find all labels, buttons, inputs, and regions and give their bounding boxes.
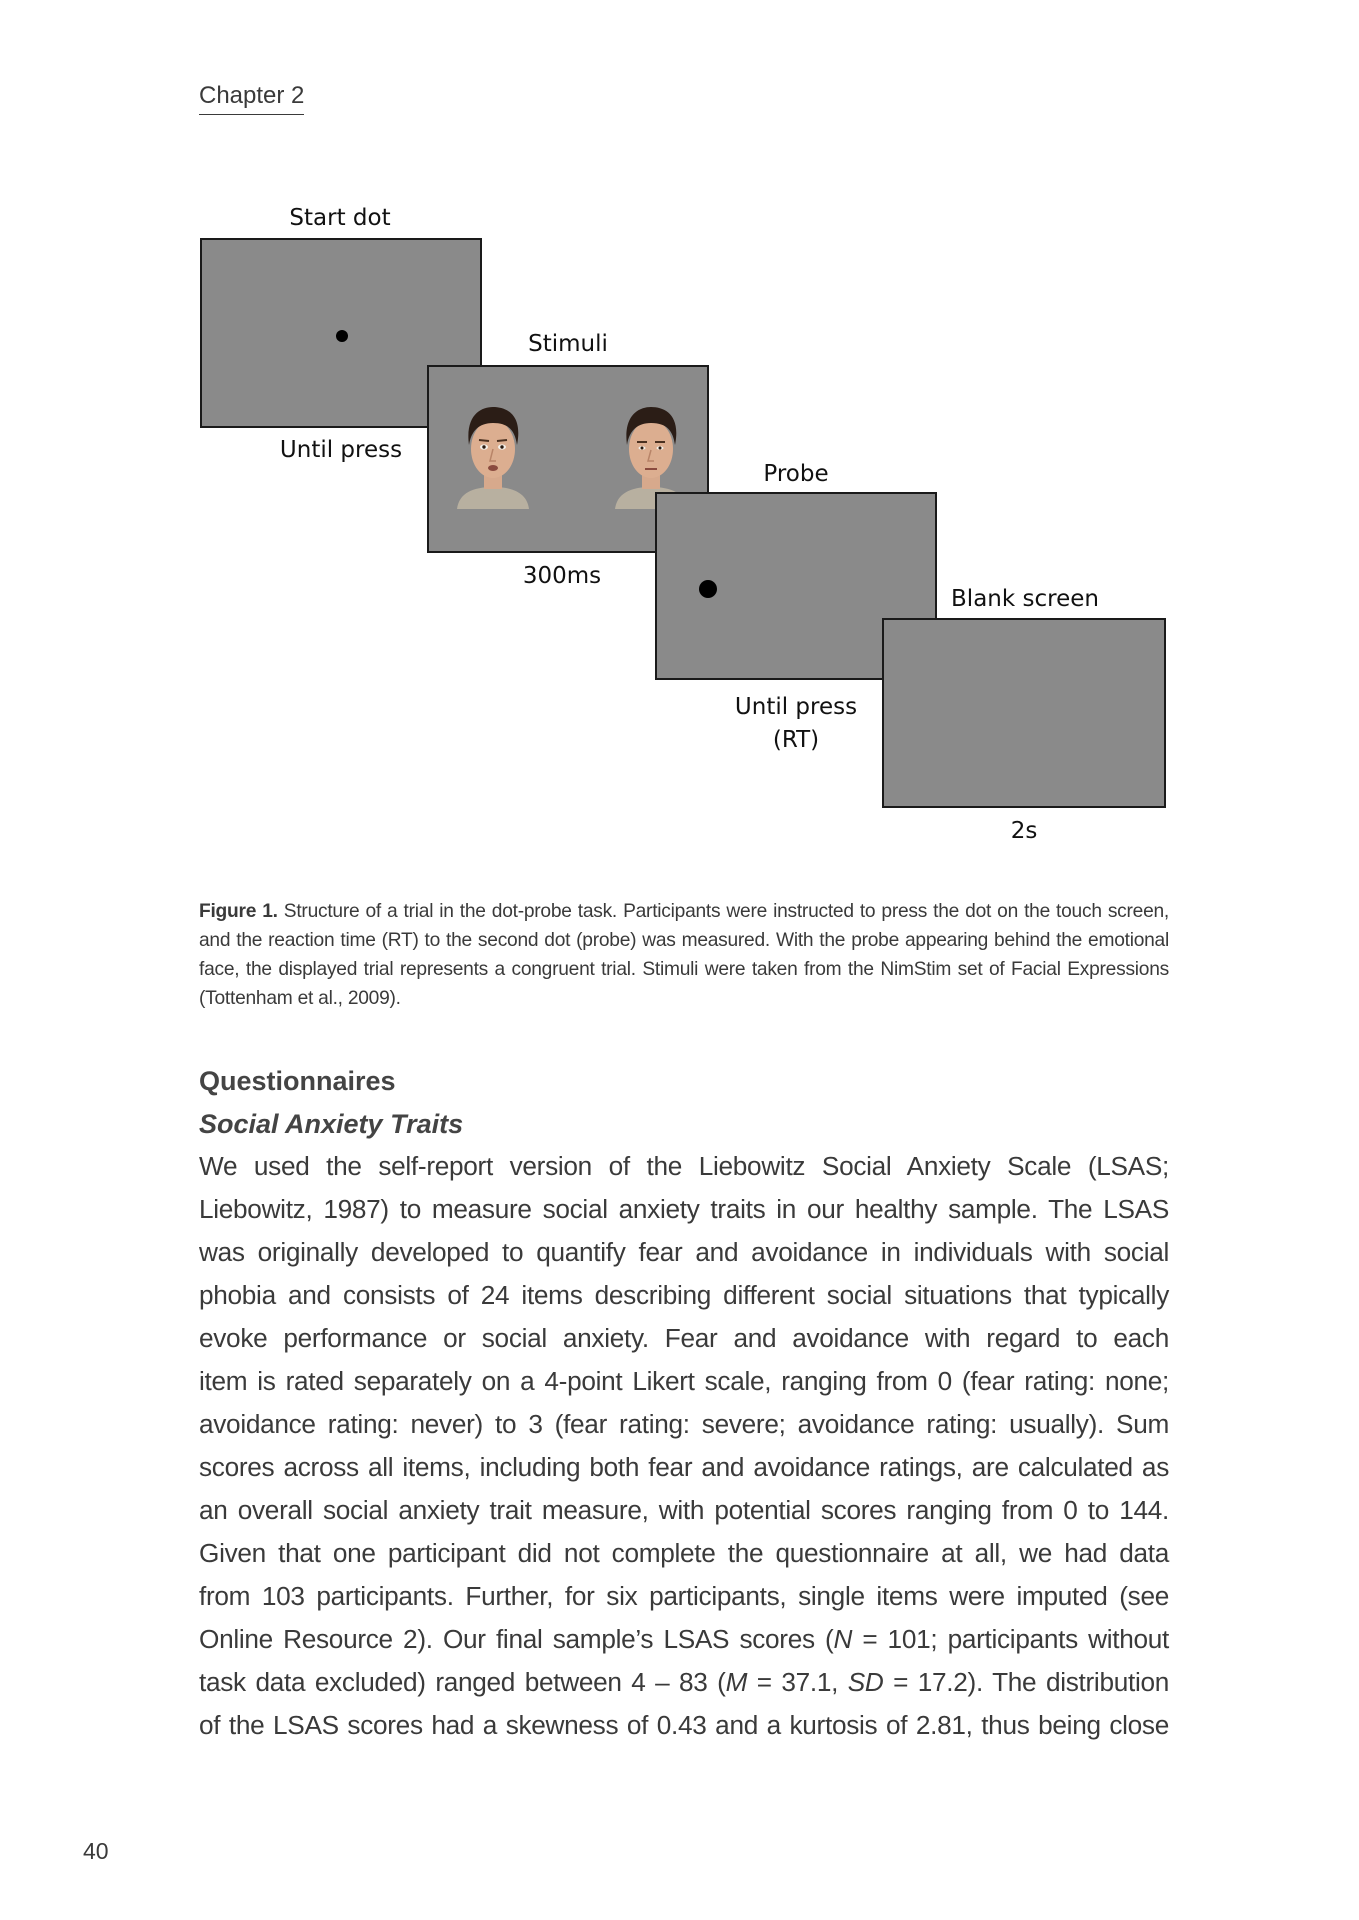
section-heading: Questionnaires — [199, 1066, 396, 1096]
panel-blank-screen — [882, 618, 1166, 808]
probe-dot — [699, 580, 717, 598]
paragraph-line: was originally developed to quantify fear and avoidance in individuals with social — [199, 1237, 1169, 1267]
page-number: 40 — [83, 1838, 109, 1864]
panel-probe-duration-rt: (RT) — [772, 727, 820, 753]
panel-stimuli-label: Stimuli — [528, 331, 608, 357]
stat-symbol-sd: SD — [847, 1667, 884, 1697]
paragraph-line: task data excluded) ranged between 4 – 83 (M = 37.1, SD = 17.2). The distribution — [199, 1667, 1169, 1697]
start-dot — [336, 330, 348, 342]
paragraph-line: Given that one participant did not complete the questionnaire at all, we had data — [199, 1538, 1169, 1568]
paragraph-line: We used the self-report version of the Liebowitz Social Anxiety Scale (LSAS; — [199, 1151, 1169, 1181]
paragraph-line: item is rated separately on a 4-point Likert scale, ranging from 0 (fear rating: none; — [199, 1366, 1169, 1396]
panel-start-dot-duration: Until press — [279, 437, 403, 463]
panel-probe-label: Probe — [763, 461, 829, 487]
paragraph-line: scores across all items, including both fear and avoidance ratings, are calculated as — [199, 1452, 1169, 1482]
stat-symbol-m: M — [725, 1667, 748, 1697]
panel-probe-duration: Until press — [734, 694, 858, 720]
panel-stimuli-duration: 300ms — [522, 563, 602, 589]
paragraph-line: evoke performance or social anxiety. Fear and avoidance with regard to each — [199, 1323, 1169, 1353]
paragraph-line: of the LSAS scores had a skewness of 0.43 and a kurtosis of 2.81, thus being close — [199, 1710, 1169, 1740]
paragraph-line: Liebowitz, 1987) to measure social anxiety traits in our healthy sample. The LSAS — [199, 1194, 1169, 1224]
paragraph-line: from 103 participants. Further, for six participants, single items were imputed (see — [199, 1581, 1169, 1611]
paragraph-line: phobia and consists of 24 items describing different social situations that typically — [199, 1280, 1169, 1310]
running-head: Chapter 2 — [199, 82, 304, 115]
panel-blank-label: Blank screen — [951, 586, 1099, 612]
panel-start-dot-label: Start dot — [289, 205, 391, 231]
stat-symbol-n: N — [833, 1624, 853, 1654]
figure-caption-text: Structure of a trial in the dot-probe task. Participants were instructed to press the dot on the touch screen, and the reaction time (RT) to the second dot (probe) was measured. With the probe appearing behind the emotional face, the displayed trial represents a congruent trial. Stimuli were taken from the NimStim set of Facial Expressions (Tottenham et al., 2009). — [199, 901, 1169, 1009]
paragraph-line: an overall social anxiety trait measure, with potential scores ranging from 0 to 144. — [199, 1495, 1169, 1525]
figure-caption-label: Figure 1. — [199, 901, 278, 922]
subsection-heading: Social Anxiety Traits — [199, 1109, 464, 1139]
dot-probe-trial-figure — [0, 0, 1359, 880]
paragraph-line: avoidance rating: never) to 3 (fear rating: severe; avoidance rating: usually). Sum — [199, 1409, 1169, 1439]
face-stimulus-left — [453, 405, 533, 509]
paragraph-line: Online Resource 2). Our final sample’s LSAS scores (N = 101; participants without — [199, 1624, 1170, 1654]
figure-caption — [199, 897, 1169, 1013]
panel-blank-duration: 2s — [1010, 818, 1038, 844]
body-paragraph — [199, 1145, 1169, 1747]
